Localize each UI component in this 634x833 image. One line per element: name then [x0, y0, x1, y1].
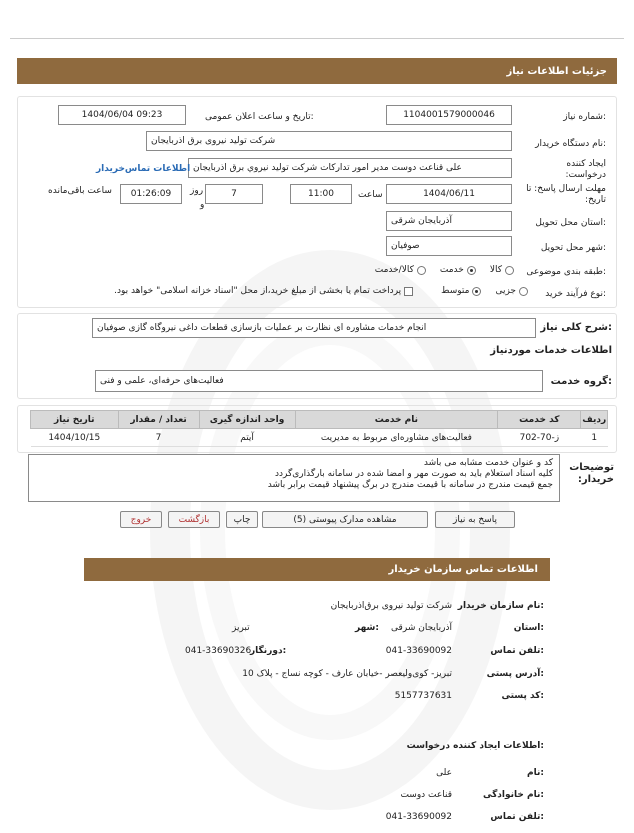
need-number-field: 1104001579000046: [386, 105, 512, 125]
contact-postal-value: 5157737631: [394, 691, 452, 701]
radio-icon[interactable]: [519, 287, 528, 296]
province-field: آذربایجان شرقی: [386, 211, 512, 231]
col-quantity: تعداد / مقدار: [118, 411, 199, 429]
summary-label: شرح کلی نیاز:: [540, 322, 612, 333]
contact-phone-value: 041-33690092: [385, 646, 452, 656]
days-label: روز: [190, 186, 204, 196]
buyer-note-line: کلیه اسناد استعلام باید به صورت مهر و امضا شده در سامانه بارگذاری‌گردد: [274, 469, 553, 479]
cell-service-code: ز-70-702: [498, 429, 581, 447]
contact-address-label: آدرس پستی:: [486, 669, 544, 679]
creator-name-label: نام:: [527, 768, 544, 778]
service-group-label: گروه خدمت:: [550, 376, 612, 387]
page-title: جزئیات اطلاعات نیاز: [506, 65, 607, 77]
col-service-code: کد خدمت: [498, 411, 581, 429]
summary-field: انجام خدمات مشاوره ای نظارت بر عملیات بازسازی قطعات داغی نیروگاه گازی صوفیان: [92, 318, 536, 338]
buyer-notes-label: توضیحات خریدار:: [569, 462, 614, 485]
contact-org-label: نام سازمان خریدار:: [457, 601, 544, 611]
and-label: و: [200, 200, 205, 210]
province-label: استان محل تحویل:: [535, 218, 606, 228]
reply-button[interactable]: پاسخ به نیاز: [435, 511, 515, 528]
buyer-note-line: جمع قیمت مندرج در سامانه با قیمت مندرج در برگ پیشنهاد قیمت برابر باشد: [267, 480, 553, 490]
category-option-service[interactable]: خدمت: [440, 265, 476, 275]
items-table: [30, 410, 608, 447]
city-label: شهر محل تحویل:: [540, 243, 606, 253]
purchase-option-medium[interactable]: متوسط: [441, 286, 481, 296]
cell-service-name: فعالیت‌های مشاوره‌ای مربوط به مدیریت: [295, 429, 498, 447]
days-field: 7: [205, 184, 263, 204]
contact-fax-value: 041-33690326: [185, 646, 252, 656]
items-table-wrapper: [30, 410, 608, 447]
print-button[interactable]: چاپ: [226, 511, 258, 528]
radio-selected-icon[interactable]: [472, 287, 481, 296]
contact-province-label: استان:: [513, 623, 544, 633]
view-attachments-button[interactable]: مشاهده مدارک پیوستی (5): [262, 511, 428, 528]
creator-name-value: علی: [436, 768, 452, 778]
purchase-type-group: [52, 286, 528, 296]
buyer-org-field: شرکت تولید نیروی برق اذربایجان: [146, 131, 512, 151]
contact-title: اطلاعات تماس سازمان خریدار: [388, 564, 538, 575]
creator-phone-value: 041-33690092: [385, 812, 452, 822]
creator-phone-label: تلفن تماس:: [490, 812, 544, 822]
deadline-time-field: 11:00: [290, 184, 352, 204]
creator-field: علی قناعت دوست مدیر امور تداركات شركت توليد نيروي برق اذربايجان: [188, 158, 512, 178]
service-group-field: فعالیت‌های حرفه‌ای، علمی و فنی: [95, 370, 543, 392]
creator-info-title: اطلاعات ایجاد کننده درخواست:: [406, 741, 544, 751]
announce-field: 1404/06/04 09:23: [58, 105, 186, 125]
buyer-notes-box: [28, 454, 560, 502]
cell-need-date: 1404/10/15: [31, 429, 119, 447]
buyer-org-label: نام دستگاه خریدار:: [535, 139, 606, 149]
back-button[interactable]: بازگشت: [168, 511, 220, 528]
creator-family-value: قناعت دوست: [400, 790, 452, 800]
items-table-header: [31, 411, 608, 429]
radio-icon[interactable]: [505, 266, 514, 275]
city-field: صوفیان: [386, 236, 512, 256]
category-option-both[interactable]: کالا/خدمت: [375, 265, 426, 275]
col-unit: واحد اندازه گیری: [199, 411, 295, 429]
contact-postal-label: کد پستی:: [501, 691, 544, 701]
remaining-time-field: 01:26:09: [120, 184, 182, 204]
contact-header: [84, 558, 550, 581]
creator-family-label: نام خانوادگی:: [482, 790, 544, 800]
checkbox-icon[interactable]: [404, 287, 413, 296]
deadline-date-field: 1404/06/11: [386, 184, 512, 204]
cell-quantity: 7: [118, 429, 199, 447]
treasury-payment-option[interactable]: پرداخت تمام یا بخشی از مبلغ خرید،از محل "اسناد خزانه اسلامی" خواهد بود.: [114, 286, 413, 296]
announce-label: تاریخ و ساعت اعلان عمومی:: [205, 112, 314, 122]
buyer-note-line: کد و عنوان خدمت مشابه می باشد: [423, 458, 553, 468]
remaining-label: ساعت باقی‌مانده: [48, 186, 112, 196]
radio-selected-icon[interactable]: [467, 266, 476, 275]
cell-unit: آیتم: [199, 429, 295, 447]
creator-label: ایجاد کننده درخواست:: [565, 159, 606, 180]
col-need-date: تاریخ نیاز: [31, 411, 119, 429]
contact-phone-label: تلفن تماس:: [490, 646, 544, 656]
category-option-goods[interactable]: کالا: [490, 265, 514, 275]
cell-row: 1: [581, 429, 608, 447]
contact-org-value: شرکت تولید نیروی برق‌اذربایجان: [330, 601, 452, 611]
purchase-type-label: نوع فرآیند خرید:: [545, 289, 606, 299]
col-row: ردیف: [581, 411, 608, 429]
table-row: [31, 429, 608, 447]
buyer-contact-link[interactable]: اطلاعات تماس‌خریدار: [96, 164, 191, 174]
contact-city-label: شهر:: [355, 623, 379, 633]
services-section-title: اطلاعات خدمات موردنیاز: [490, 345, 612, 356]
top-divider: [10, 38, 624, 39]
col-service-name: نام خدمت: [295, 411, 498, 429]
category-radio-group: [300, 265, 514, 275]
contact-fax-label: دورنگار:: [250, 646, 287, 656]
need-number-label: شماره نیاز:: [563, 112, 606, 122]
page-header: [17, 58, 617, 84]
contact-address-value: تبریز- کوی‌ولیعصر -خیابان عارف - کوچه نساج - پلاک 10: [242, 669, 452, 679]
contact-city-value: تبریز: [232, 623, 250, 633]
category-label: طبقه بندی موضوعی:: [526, 267, 606, 277]
radio-icon[interactable]: [417, 266, 426, 275]
contact-province-value: آذربایجان شرقی: [391, 623, 452, 633]
exit-button[interactable]: خروج: [120, 511, 162, 528]
deadline-time-label: ساعت: [358, 190, 383, 200]
deadline-label: مهلت ارسال پاسخ: تا تاریخ:: [526, 184, 606, 205]
purchase-option-minor[interactable]: جزیی: [495, 286, 528, 296]
